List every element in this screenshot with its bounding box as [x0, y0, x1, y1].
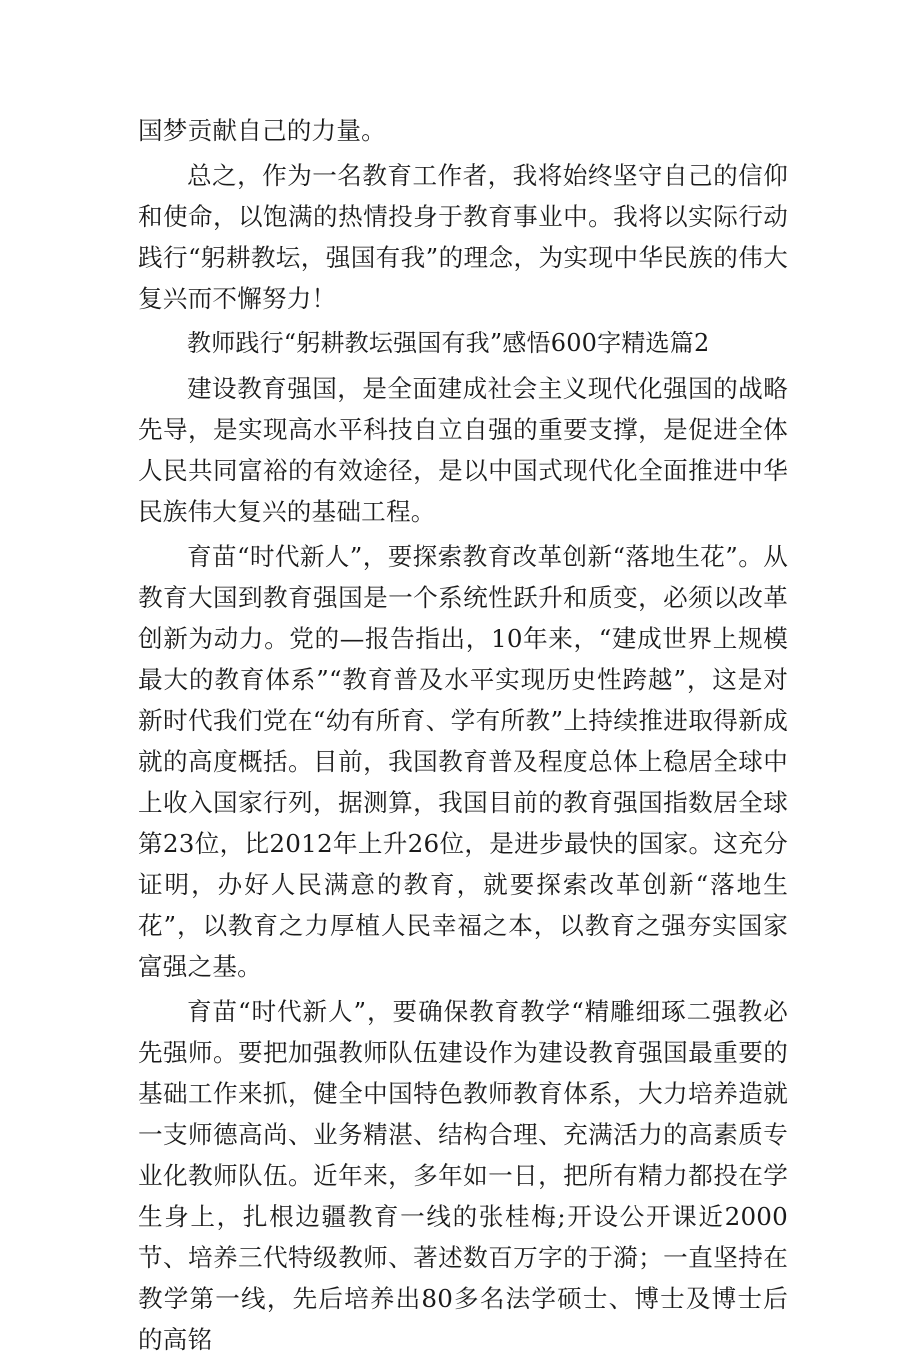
- document-body: [138, 110, 788, 1364]
- paragraph-education-power: 建设教育强国，是全面建成社会主义现代化强国的战略先导，是实现高水平科技自立自强的重要支撑，是促进全体人民共同富裕的有效途径，是以中国式现代化全面推进中华民族伟大复兴的基础工程。: [138, 374, 788, 526]
- section-heading: 教师践行“躬耕教坛强国有我”感悟600字精选篇2: [187, 329, 710, 357]
- paragraph-continuation: 国梦贡献自己的力量。: [138, 116, 386, 145]
- paragraph-teacher-team: 育苗“时代新人”，要确保教育教学“精雕细琢二强教必先强师。要把加强教师队伍建设作为建设教育强国最重要的基础工作来抓，健全中国特色教师教育体系，大力培养造就一支师德高尚、业务精湛、结构合理、充满活力的高素质专业化教师队伍。近年来，多年如一日，把所有精力都投在学生身上，扎根边疆教育一线的张桂梅;开设公开课近2000节、培养三代特级教师、著述数百万字的于漪；一直坚持在教学第一线，先后培养出80多名法学硕士、博士及博士后的高铭: [138, 997, 788, 1354]
- paragraph-conclusion: 总之，作为一名教育工作者，我将始终坚守自己的信仰和使命，以饱满的热情投身于教育事业中。我将以实际行动践行“躬耕教坛，强国有我”的理念，为实现中华民族的伟大复兴而不懈努力！: [138, 161, 788, 313]
- paragraph-reform-innovation: 育苗“时代新人”，要探索教育改革创新“落地生花”。从教育大国到教育强国是一个系统性跃升和质变，必须以改革创新为动力。党的—报告指出，10年来，“建成世界上规模最大的教育体系”“教育普及水平实现历史性跨越”，这是对新时代我们党在“幼有所育、学有所教”上持续推进取得新成就的高度概括。目前，我国教育普及程度总体上稳居全球中上收入国家行列，据测算，我国目前的教育强国指数居全球第23位，比2012年上升26位，是进步最快的国家。这充分证明，办好人民满意的教育，就要探索改革创新“落地生花”，以教育之力厚植人民幸福之本，以教育之强夯实国家富强之基。: [138, 542, 788, 981]
